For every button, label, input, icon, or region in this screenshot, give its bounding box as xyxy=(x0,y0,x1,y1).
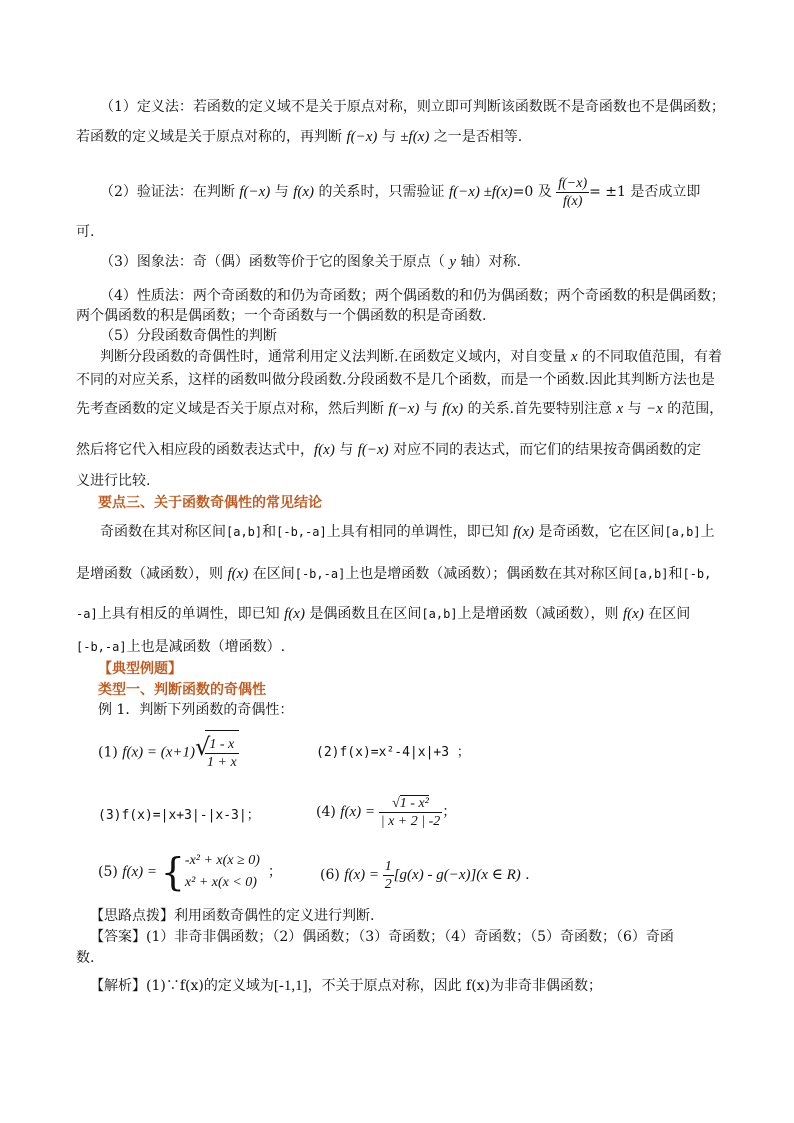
item-2: (2)f(x)=x²-4|x|+3 ； xyxy=(316,745,470,760)
section-heading-key-point-3: 要点三、关于函数奇偶性的常见结论 xyxy=(98,495,322,511)
paragraph-property-method-line2: 两个偶函数的积是偶函数；一个奇函数与一个偶函数的积是奇函数. xyxy=(76,308,487,324)
hint-line: 【思路点拨】利用函数奇偶性的定义进行判断. xyxy=(90,908,375,924)
section-typical-examples: 【典型例题】 xyxy=(98,661,182,677)
paragraph-verification-method: （2）验证法：在判断 f(−x) 与 f(x) 的关系时，只需验证 f(−x) ±f(x)=0 及 $\frac{f(-x)}{f(x)}$ = ±1 是否成立即 xyxy=(100,175,701,209)
ratio-fraction: $\frac{f(-x)}{f(x)}$ xyxy=(558,175,588,209)
paragraph-piecewise-line2: 不同的对应关系，这样的函数叫做分段函数.分段函数不是几个函数，而是一个函数.因此其判断方法也是 xyxy=(76,372,715,388)
item-1: (1) f(x) = (x+1) √ $\frac{1 - x}{1 + x}$ xyxy=(98,730,239,775)
paragraph-piecewise-line4: 然后将它代入相应段的函数表达式中，f(x) 与 f(−x) 对应不同的表达式，而它们的结果按奇偶函数的定 xyxy=(76,442,702,458)
piecewise-cases: -x² + x(x ≥ 0) x² + x(x < 0) xyxy=(184,853,260,890)
answer-line1: 【答案】(1）非奇非偶函数；（2）偶函数；（3）奇函数；（4）奇函数；（5）奇函数；（6）奇函 xyxy=(90,929,674,945)
example-1-title: 例 1．判断下列函数的奇偶性： xyxy=(98,702,294,718)
paragraph-definition-method-line2: 若函数的定义域是关于原点对称的，再判断 f(−x) 与 ±f(x) 之一是否相等. xyxy=(76,129,523,145)
paragraph-piecewise-line3: 先考查函数的定义域是否关于原点对称，然后判断 f(−x) 与 f(x) 的关系.首先要特别注意 x 与 −x 的范围， xyxy=(76,401,724,417)
paragraph-conclusion-line1: 奇函数在其对称区间[a,b]和[-b,-a]上具有相同的单调性，即已知 f(x) 是奇函数，它在区间[a,b]上 xyxy=(100,524,715,540)
answer-line2: 数. xyxy=(76,950,95,966)
sqrt-radical: √ $\frac{1 - x}{1 + x}$ xyxy=(195,730,239,775)
paragraph-piecewise-title: （5）分段函数奇偶性的判断 xyxy=(100,328,277,344)
item-3: (3)f(x)=|x+3|-|x-3|； xyxy=(98,808,260,823)
paragraph-definition-method-line1: （1）定义法：若函数的定义域不是关于原点对称，则立即可判断该函数既不是奇函数也不是偶函数； xyxy=(100,99,725,115)
paragraph-conclusion-line4: [-b,-a]上也是减函数（增函数）. xyxy=(76,639,286,655)
paragraph-piecewise-line5: 义进行比较. xyxy=(76,473,151,489)
item-5: (5) f(x) = { -x² + x(x ≥ 0) x² + x(x < 0) ； xyxy=(98,850,282,894)
paragraph-piecewise-line1: 判断分段函数的奇偶性时，通常利用定义法判断.在函数定义域内，对自变量 x 的不同取值范围，有着 xyxy=(100,349,723,365)
paragraph-graph-method: （3）图象法：奇（偶）函数等价于它的图象关于原点（ y 轴）对称. xyxy=(100,254,521,270)
paragraph-verification-method-end: 可. xyxy=(76,224,95,240)
item-4-fraction: $\frac{\text{√1 - x²}}{| x + 2 | -2}$ xyxy=(380,795,441,829)
paragraph-property-method-line1: （4）性质法：两个奇函数的和仍为奇函数；两个偶函数的和仍为偶函数；两个奇函数的积是偶函数； xyxy=(100,288,725,304)
analysis-line: 【解析】(1)∵f(x)的定义域为[-1,1]，不关于原点对称，因此 f(x)为非奇非偶函数； xyxy=(90,978,603,994)
paragraph-conclusion-line2: 是增函数（减函数），则 f(x) 在区间[-b,-a]上也是增函数（减函数）；偶函数在其对称区间[a,b]和[-b, xyxy=(76,566,712,582)
paragraph-conclusion-line3: -a]上具有相反的单调性，即已知 f(x) 是偶函数且在区间[a,b]上是增函数（减函数），则 f(x) 在区间 xyxy=(76,606,691,622)
item-4: (4) f(x) = $\frac{\text{√1 - x²}}{| x + 2 | -2}$ ； xyxy=(316,795,457,829)
item-6: (6) f(x) = $\frac{1}{2}$ [g(x) - g(−x)](x ∈ R) . xyxy=(320,858,530,892)
section-type-1: 类型一、判断函数的奇偶性 xyxy=(98,682,266,698)
